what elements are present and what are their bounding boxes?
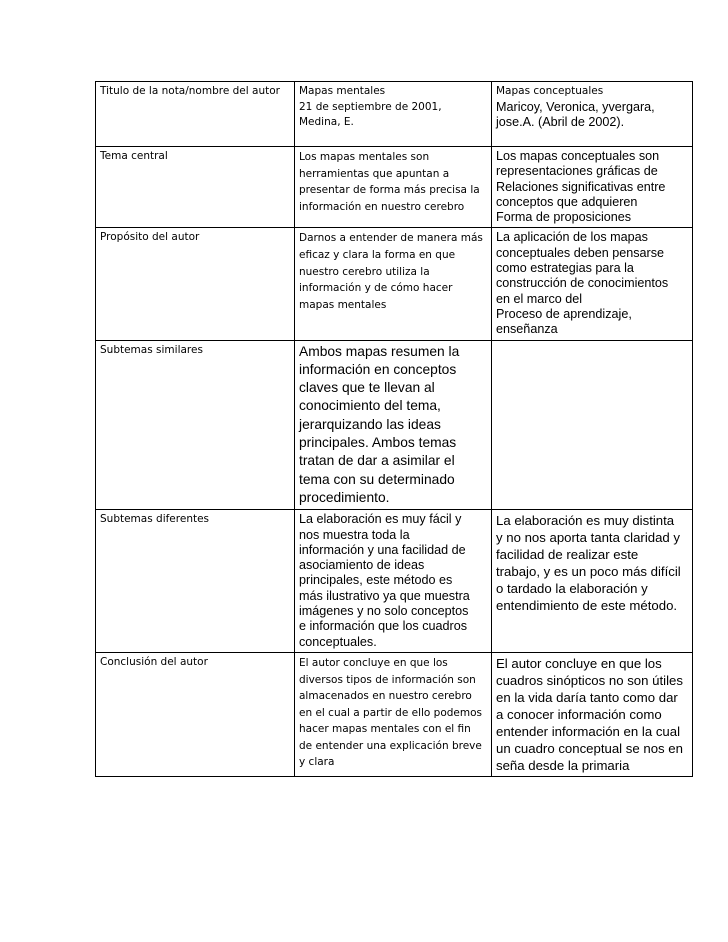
- cell-line: y clara: [299, 756, 335, 769]
- cell-line: eficaz y clara la forma en que: [299, 249, 456, 262]
- cell-line: información y una facilidad de: [299, 542, 466, 557]
- cell-line: enseñanza: [496, 322, 558, 337]
- cell-line: información en nuestro cerebro: [299, 200, 465, 213]
- table-row: [96, 82, 693, 147]
- row-label: Tema central: [100, 150, 168, 162]
- cell-line: Proceso de aprendizaje,: [496, 306, 632, 321]
- mental-maps-cell: [295, 82, 492, 147]
- mental-maps-cell: [295, 510, 492, 653]
- cell-line: conocimiento del tema,: [299, 398, 441, 414]
- cell-line: tratan de dar a asimilar el: [299, 453, 455, 469]
- cell-line: Forma de proposiciones: [496, 210, 632, 225]
- cell-line: información en conceptos: [299, 361, 457, 377]
- cell-line: en el marco del: [496, 291, 583, 306]
- table-row: [96, 652, 693, 776]
- cell-line: hacer mapas mentales con el fin: [299, 723, 471, 736]
- cell-line: almacenados en nuestro cerebro: [299, 690, 472, 703]
- row-label-cell: [96, 82, 295, 147]
- cell-line: Darnos a entender de manera más: [299, 232, 483, 245]
- cell-line: Los mapas conceptuales son: [496, 149, 660, 163]
- cell-line: e información que los cuadros: [299, 619, 468, 634]
- cell-line: asociamiento de ideas: [299, 558, 425, 573]
- cell-line: nuestro cerebro utiliza la: [299, 265, 430, 278]
- cell-line: en el cual a partir de ello podemos: [299, 706, 483, 719]
- concept-maps-cell: [492, 228, 693, 340]
- row-label-cell: [96, 228, 295, 340]
- cell-line: nos muestra toda la: [299, 527, 410, 542]
- cell-line: jerarquizando las ideas: [299, 416, 441, 432]
- row-label: Titulo de la nota/nombre del autor: [100, 85, 280, 97]
- table-row: [96, 340, 693, 510]
- cell-line: y no nos aporta tanta claridad y: [496, 530, 681, 546]
- row-label: Propósito del autor: [100, 231, 200, 244]
- comparison-table: [95, 81, 693, 777]
- concept-maps-cell: [492, 82, 693, 147]
- row-label: Subtemas diferentes: [100, 513, 210, 526]
- cell-line: El autor concluye en que los: [496, 655, 662, 671]
- mental-maps-cell: [295, 340, 492, 510]
- cell-line: procedimiento.: [299, 489, 390, 505]
- row-label-cell: [96, 652, 295, 776]
- cell-line: construcción de conocimientos: [496, 276, 669, 291]
- cell-line: entender información en la cual: [496, 723, 681, 739]
- row-label-cell: [96, 340, 295, 510]
- cell-line: La aplicación de los mapas: [496, 230, 648, 245]
- table-row: [96, 147, 693, 228]
- cell-line: Mapas conceptuales: [496, 85, 604, 97]
- cell-line: 21 de septiembre de 2001,: [299, 100, 442, 113]
- cell-line: tema con su determinado: [299, 471, 455, 487]
- cell-line: conceptuales.: [299, 634, 377, 649]
- cell-line: principales. Ambos temas: [299, 435, 457, 451]
- cell-line: herramientas que apuntan a: [299, 167, 450, 180]
- cell-line: de entender una explicación breve: [299, 739, 482, 752]
- cell-line: jose.A. (Abril de 2002).: [496, 114, 625, 129]
- cell-line: facilidad de realizar este: [496, 547, 639, 563]
- cell-line: entendimiento de este método.: [496, 598, 678, 614]
- row-label: Subtemas similares: [100, 343, 203, 356]
- concept-maps-cell: [492, 147, 693, 228]
- cell-line: mapas mentales: [299, 298, 387, 311]
- cell-line: presentar de forma más precisa la: [299, 184, 480, 197]
- cell-line: conceptos que adquieren: [496, 194, 638, 209]
- cell-line: La elaboración es muy fácil y: [299, 512, 462, 527]
- cell-line: Medina, E.: [299, 116, 354, 128]
- cell-line: El autor concluye en que los: [299, 656, 448, 669]
- cell-line: seña desde la primaria: [496, 757, 630, 773]
- cell-line: La elaboración es muy distinta: [496, 513, 675, 529]
- row-label-cell: [96, 510, 295, 653]
- cell-line: Maricoy, Veronica, yvergara,: [496, 99, 655, 114]
- concept-maps-cell: [492, 652, 693, 776]
- cell-line: cuadros sinópticos no son útiles: [496, 672, 683, 688]
- cell-line: diversos tipos de información son: [299, 673, 476, 686]
- cell-line: a conocer información como: [496, 706, 662, 722]
- row-label: Conclusión del autor: [100, 655, 208, 668]
- mental-maps-cell: [295, 652, 492, 776]
- cell-line: imágenes y no solo conceptos: [299, 604, 469, 619]
- row-label-cell: [96, 147, 295, 228]
- cell-line: principales, este método es: [299, 573, 453, 588]
- mental-maps-cell: [295, 147, 492, 228]
- cell-line: representaciones gráficas de: [496, 164, 658, 179]
- table-row: [96, 510, 693, 653]
- mental-maps-cell: [295, 228, 492, 340]
- concept-maps-cell: [492, 340, 693, 510]
- cell-line: o tardado la elaboración y: [496, 581, 648, 597]
- cell-line: Ambos mapas resumen la: [299, 343, 460, 359]
- concept-maps-cell: [492, 510, 693, 653]
- cell-line: Mapas mentales: [299, 85, 386, 97]
- cell-line: trabajo, y es un poco más difícil: [496, 564, 681, 580]
- cell-line: información y de cómo hacer: [299, 282, 453, 295]
- table-row: [96, 228, 693, 340]
- cell-line: conceptuales deben pensarse: [496, 245, 665, 260]
- cell-line: como estrategias para la: [496, 261, 634, 276]
- cell-line: claves que te llevan al: [299, 380, 435, 396]
- cell-line: en la vida daría tanto como dar: [496, 689, 678, 705]
- cell-line: más ilustrativo ya que muestra: [299, 588, 470, 603]
- cell-line: un cuadro conceptual se nos en: [496, 740, 683, 756]
- cell-line: Los mapas mentales son: [299, 151, 430, 163]
- cell-line: Relaciones significativas entre: [496, 179, 666, 194]
